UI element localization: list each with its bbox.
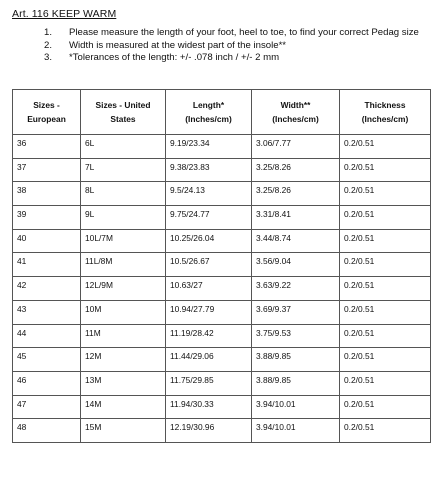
cell-european-size: 46 (13, 371, 81, 395)
size-rows (13, 135, 431, 443)
cell-european-size: 47 (13, 395, 81, 419)
cell-width: 3.88/9.85 (252, 348, 340, 372)
header-length (166, 90, 252, 135)
cell-length: 11.94/30.33 (166, 395, 252, 419)
header-line: Length* (192, 100, 225, 110)
cell-european-size: 43 (13, 300, 81, 324)
cell-us-size: 12L/9M (81, 277, 166, 301)
header-line: States (110, 114, 136, 124)
header-thickness (340, 90, 431, 135)
header-line: Thickness (364, 100, 406, 110)
cell-thickness: 0.2/0.51 (340, 348, 431, 372)
cell-thickness: 0.2/0.51 (340, 300, 431, 324)
cell-european-size: 41 (13, 253, 81, 277)
cell-european-size: 39 (13, 206, 81, 230)
cell-thickness: 0.2/0.51 (340, 277, 431, 301)
cell-european-size: 38 (13, 182, 81, 206)
cell-european-size: 44 (13, 324, 81, 348)
header-line: (Inches/cm) (272, 114, 319, 124)
cell-width: 3.31/8.41 (252, 206, 340, 230)
instruction-item (44, 40, 419, 53)
instructions-list (44, 27, 419, 65)
header-line: (Inches/cm) (185, 114, 232, 124)
header-line: Sizes - United (95, 100, 151, 110)
cell-thickness: 0.2/0.51 (340, 182, 431, 206)
table-row (13, 324, 431, 348)
header-line: European (27, 114, 66, 124)
instruction-item (44, 52, 419, 65)
size-chart-table (12, 89, 431, 443)
table-header-row (13, 90, 431, 135)
cell-thickness: 0.2/0.51 (340, 206, 431, 230)
header-width (252, 90, 340, 135)
cell-length: 9.38/23.83 (166, 158, 252, 182)
cell-european-size: 48 (13, 419, 81, 443)
cell-thickness: 0.2/0.51 (340, 371, 431, 395)
cell-length: 10.63/27 (166, 277, 252, 301)
cell-length: 9.5/24.13 (166, 182, 252, 206)
cell-us-size: 13M (81, 371, 166, 395)
cell-length: 9.19/23.34 (166, 135, 252, 159)
cell-width: 3.63/9.22 (252, 277, 340, 301)
cell-us-size: 11M (81, 324, 166, 348)
cell-length: 11.75/29.85 (166, 371, 252, 395)
cell-us-size: 12M (81, 348, 166, 372)
table-row (13, 300, 431, 324)
cell-us-size: 8L (81, 182, 166, 206)
cell-european-size: 40 (13, 229, 81, 253)
cell-european-size: 37 (13, 158, 81, 182)
cell-length: 10.94/27.79 (166, 300, 252, 324)
table-row (13, 135, 431, 159)
cell-width: 3.56/9.04 (252, 253, 340, 277)
cell-width: 3.25/8.26 (252, 158, 340, 182)
document-title: Art. 116 KEEP WARM (12, 8, 117, 20)
cell-width: 3.44/8.74 (252, 229, 340, 253)
header-line: Width** (280, 100, 311, 110)
cell-us-size: 7L (81, 158, 166, 182)
instruction-text: Please measure the length of your foot, heel to toe, to find your correct Pedag size (69, 27, 419, 38)
instruction-number: 1. (44, 27, 53, 38)
cell-us-size: 10M (81, 300, 166, 324)
cell-european-size: 36 (13, 135, 81, 159)
header-line: Sizes - (33, 100, 60, 110)
table-row (13, 277, 431, 301)
table-row (13, 253, 431, 277)
table-row (13, 348, 431, 372)
table-row (13, 206, 431, 230)
cell-width: 3.06/7.77 (252, 135, 340, 159)
table-row (13, 395, 431, 419)
cell-us-size: 6L (81, 135, 166, 159)
cell-width: 3.94/10.01 (252, 395, 340, 419)
cell-us-size: 10L/7M (81, 229, 166, 253)
table-row (13, 419, 431, 443)
cell-european-size: 42 (13, 277, 81, 301)
cell-thickness: 0.2/0.51 (340, 324, 431, 348)
cell-width: 3.75/9.53 (252, 324, 340, 348)
cell-thickness: 0.2/0.51 (340, 253, 431, 277)
instruction-text: *Tolerances of the length: +/- .078 inch / +/- 2 mm (69, 52, 280, 64)
cell-thickness: 0.2/0.51 (340, 419, 431, 443)
cell-us-size: 15M (81, 419, 166, 443)
cell-length: 11.44/29.06 (166, 348, 252, 372)
cell-length: 10.5/26.67 (166, 253, 252, 277)
cell-width: 3.88/9.85 (252, 371, 340, 395)
cell-thickness: 0.2/0.51 (340, 135, 431, 159)
cell-thickness: 0.2/0.51 (340, 229, 431, 253)
header-line: (Inches/cm) (361, 114, 409, 124)
cell-european-size: 45 (13, 348, 81, 372)
cell-us-size: 9L (81, 206, 166, 230)
instruction-number: 2. (44, 39, 53, 51)
cell-thickness: 0.2/0.51 (340, 395, 431, 419)
header-us-size (81, 90, 166, 135)
cell-length: 10.25/26.04 (166, 229, 252, 253)
cell-width: 3.25/8.26 (252, 182, 340, 206)
cell-thickness: 0.2/0.51 (340, 158, 431, 182)
cell-us-size: 14M (81, 395, 166, 419)
cell-length: 9.75/24.77 (166, 206, 252, 230)
header-european-size (13, 90, 81, 135)
table-row (13, 158, 431, 182)
cell-us-size: 11L/8M (81, 253, 166, 277)
table-row (13, 371, 431, 395)
cell-length: 11.19/28.42 (166, 324, 252, 348)
instruction-number: 3. (44, 52, 53, 64)
cell-width: 3.94/10.01 (252, 419, 340, 443)
cell-length: 12.19/30.96 (166, 419, 252, 443)
instruction-text: Width is measured at the widest part of the insole** (69, 39, 287, 51)
table-row (13, 182, 431, 206)
instruction-item (44, 27, 419, 40)
table-row (13, 229, 431, 253)
cell-width: 3.69/9.37 (252, 300, 340, 324)
